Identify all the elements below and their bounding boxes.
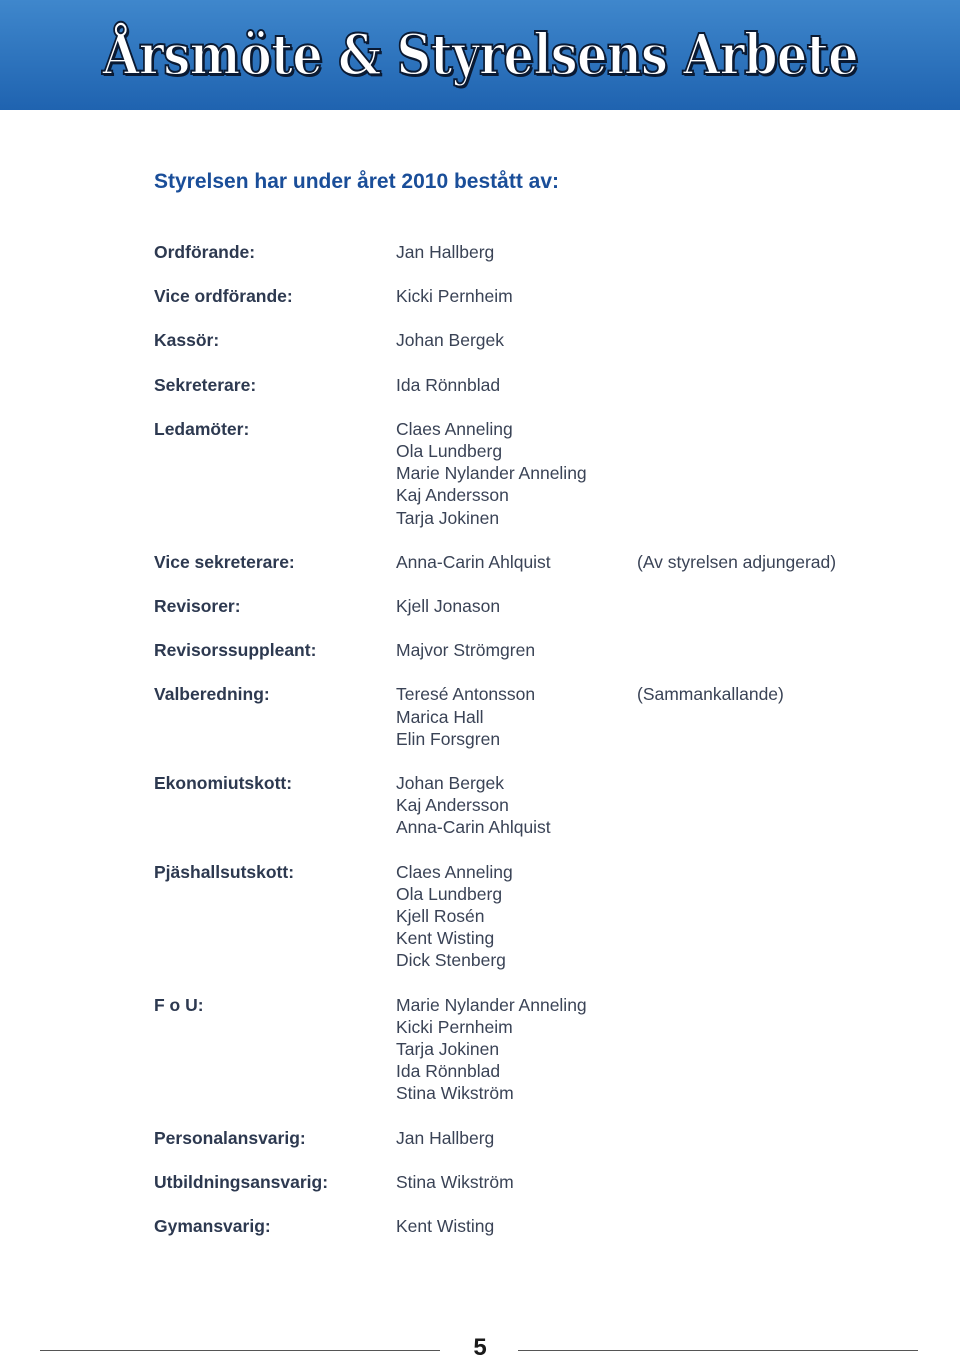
role-note: (Sammankallande) [637,684,784,705]
roster-row [154,683,914,750]
role-label: Vice sekreterare: [154,551,295,572]
member-name: Jan Hallberg [396,1127,495,1148]
member-name: Kicki Pernheim [396,1016,513,1037]
role-label: Ekonomiutskott: [154,773,293,794]
member-name: Stina Wikström [396,1083,514,1104]
footer-divider-right [518,1350,918,1351]
board-roster [154,241,914,1259]
member-name: Marica Hall [396,706,484,727]
member-name: Ola Lundberg [396,883,503,904]
role-label: Utbildningsansvarig: [154,1171,329,1192]
roster-row [154,418,914,529]
roster-row [154,329,914,351]
role-label: Personalansvarig: [154,1127,306,1148]
member-name: Anna-Carin Ahlquist [396,817,551,838]
role-member-list [396,418,914,529]
role-member-list [396,329,914,351]
role-label: Gymansvarig: [154,1216,271,1237]
footer-divider-left [40,1350,440,1351]
role-label: Revisorssuppleant: [154,640,317,661]
role-label: F o U: [154,994,204,1015]
member-name: Kjell Rosén [396,906,485,927]
member-name: Teresé Antonsson [396,684,536,705]
roster-row [154,595,914,617]
role-label: Sekreterare: [154,374,257,395]
role-label: Vice ordförande: [154,286,293,307]
member-name: Kaj Andersson [396,795,509,816]
role-member-list [396,772,914,839]
role-label: Valberedning: [154,684,270,705]
member-name: Majvor Strömgren [396,640,536,661]
role-member-list [396,861,914,972]
role-member-list [396,994,914,1105]
page-title: Årsmöte & Styrelsens Arbete [102,22,858,88]
roster-row [154,639,914,661]
roster-row [154,861,914,972]
member-name: Kaj Andersson [396,485,509,506]
member-name: Dick Stenberg [396,950,506,971]
member-name: Johan Bergek [396,773,504,794]
roster-row [154,285,914,307]
roster-row [154,374,914,396]
member-name: Marie Nylander Anneling [396,994,587,1015]
role-label: Ordförande: [154,242,256,262]
role-label: Revisorer: [154,596,241,617]
role-member-list [396,285,914,307]
roster-row [154,1171,914,1193]
member-name: Marie Nylander Anneling [396,463,587,484]
roster-row [154,1215,914,1237]
role-member-list [396,595,914,617]
roster-row [154,1127,914,1149]
member-name: Ida Rönnblad [396,374,501,395]
board-intro-heading: Styrelsen har under året 2010 bestått av: [154,170,560,193]
member-name: Tarja Jokinen [396,1039,500,1060]
roster-row [154,551,914,573]
member-name: Anna-Carin Ahlquist [396,551,551,572]
member-name: Kent Wisting [396,928,495,949]
member-name: Ida Rönnblad [396,1061,501,1082]
member-name: Kent Wisting [396,1216,495,1237]
role-note: (Av styrelsen adjungerad) [637,551,837,572]
member-name: Claes Anneling [396,418,513,439]
member-name: Johan Bergek [396,330,504,351]
role-label: Kassör: [154,330,220,351]
member-name: Elin Forsgren [396,728,501,749]
roster-row [154,994,914,1105]
page-number: 5 [473,1334,487,1361]
role-member-list [396,241,914,263]
role-label: Pjäshallsutskott: [154,861,295,882]
member-name: Kicki Pernheim [396,286,513,307]
role-member-list [396,1215,914,1237]
member-name: Tarja Jokinen [396,507,500,528]
role-label: Ledamöter: [154,418,250,439]
role-member-list [396,1171,914,1193]
member-name: Kjell Jonason [396,596,501,617]
member-name: Jan Hallberg [396,242,495,262]
roster-row [154,772,914,839]
role-member-list [396,374,914,396]
role-member-list [396,639,914,661]
roster-row [154,241,914,263]
member-name: Stina Wikström [396,1171,514,1192]
member-name: Claes Anneling [396,861,513,882]
role-member-list [396,1127,914,1149]
member-name: Ola Lundberg [396,441,503,462]
